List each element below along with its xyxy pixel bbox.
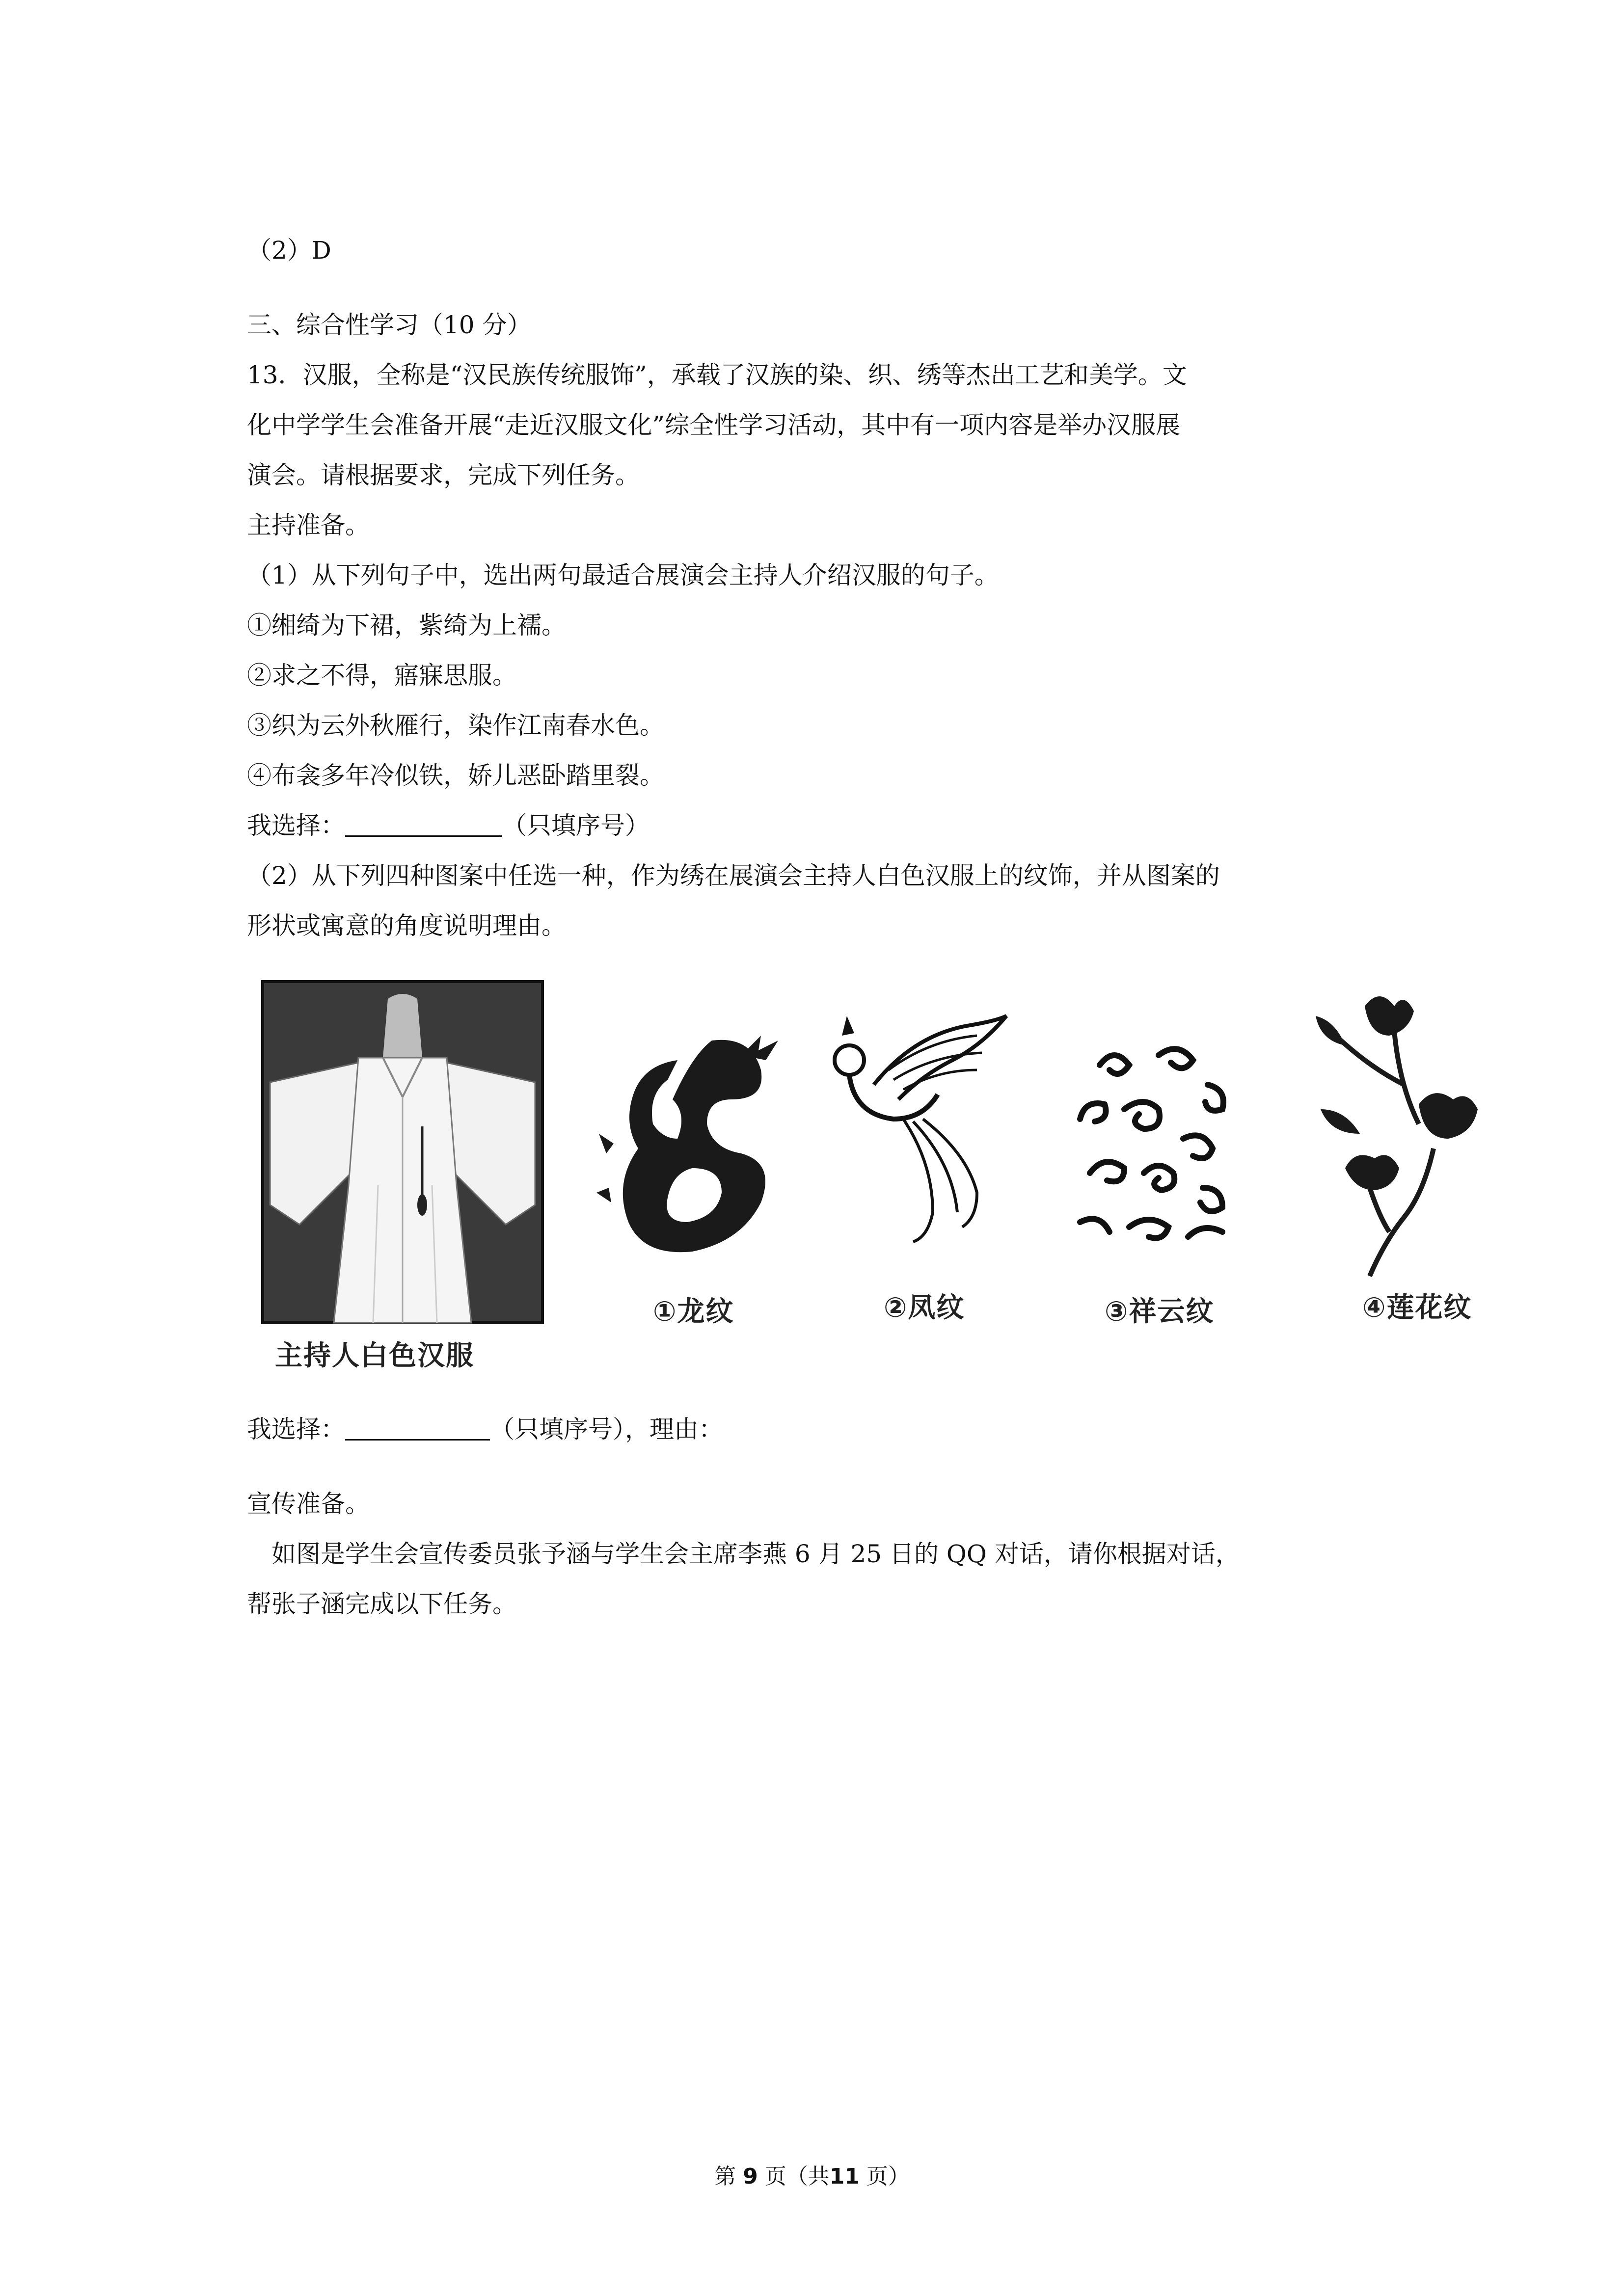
- prev-answer: （2）D: [247, 236, 331, 265]
- footer-mid: 页（共: [764, 2164, 830, 2189]
- choose-2-row: [247, 1414, 723, 1445]
- footer-total-pages: 11: [829, 2164, 860, 2189]
- dragon-icon: [594, 1026, 790, 1266]
- question-intro-line-3: 演会。请根据要求，完成下列任务。: [247, 461, 640, 489]
- option-1: ①缃绮为下裙，紫绮为上襦。: [247, 611, 566, 640]
- phoenix-icon: [805, 1006, 1011, 1252]
- lotus-caption: ④莲花纹: [1362, 1292, 1472, 1324]
- option-3: ③织为云外秋雁行，染作江南春水色。: [247, 711, 664, 740]
- host-prep-heading: 主持准备。: [247, 511, 370, 539]
- choose-2-label: 我选择：: [247, 1415, 345, 1443]
- dragon-figure: [594, 1026, 790, 1266]
- task-2-line-2: 形状或寓意的角度说明理由。: [247, 911, 566, 940]
- promo-line-1: 如图是学生会宣传委员张予涵与学生会主席李燕 6 月 25 日的 QQ 对话，请你根据对话，: [247, 1540, 1240, 1568]
- choose-1-row: [247, 810, 650, 841]
- lotus-figure: [1306, 987, 1502, 1281]
- footer-suffix: 页）: [866, 2164, 910, 2189]
- cloud-caption: ③祥云纹: [1105, 1296, 1215, 1328]
- question-intro-line-2: 化中学学生会准备开展“走近汉服文化”综全性学习活动，其中有一项内容是举办汉服展: [247, 411, 1181, 439]
- choose-2-note: （只填序号），理由：: [490, 1415, 723, 1443]
- cloud-figure: [1060, 1026, 1247, 1261]
- option-4: ④布衾多年冷似铁，娇儿恶卧踏里裂。: [247, 761, 664, 790]
- phoenix-caption: ②凤纹: [884, 1292, 965, 1324]
- auspicious-cloud-icon: [1060, 1026, 1247, 1261]
- choose-1-label: 我选择：: [247, 811, 345, 840]
- choose-1-note: （只填序号）: [502, 811, 650, 840]
- dragon-caption: ①龙纹: [653, 1296, 734, 1328]
- robe-image: [260, 979, 545, 1333]
- lotus-icon: [1306, 987, 1502, 1281]
- phoenix-figure: [805, 1006, 1011, 1252]
- task-1-prompt: （1）从下列句子中，选出两句最适合展演会主持人介绍汉服的句子。: [247, 561, 999, 589]
- task-2-line-1: （2）从下列四种图案中任选一种，作为绣在展演会主持人白色汉服上的纹饰，并从图案的: [247, 861, 1220, 890]
- page-footer: [0, 2159, 1624, 2190]
- footer-prefix: 第: [714, 2164, 736, 2189]
- answer-blank-2[interactable]: [345, 1415, 490, 1441]
- footer-page-number: 9: [743, 2164, 758, 2189]
- robe-caption: 主持人白色汉服: [275, 1340, 474, 1372]
- option-2: ②求之不得，寤寐思服。: [247, 661, 517, 690]
- question-intro-line-1: 13．汉服，全称是“汉民族传统服饰”，承载了汉族的染、织、绣等杰出工艺和美学。文: [247, 361, 1187, 389]
- promo-prep-heading: 宣传准备。: [247, 1490, 370, 1518]
- section-title: 三、综合性学习（10 分）: [247, 311, 532, 339]
- robe-figure: [260, 979, 545, 1333]
- answer-blank-1[interactable]: [345, 811, 502, 837]
- promo-line-2: 帮张子涵完成以下任务。: [247, 1590, 517, 1618]
